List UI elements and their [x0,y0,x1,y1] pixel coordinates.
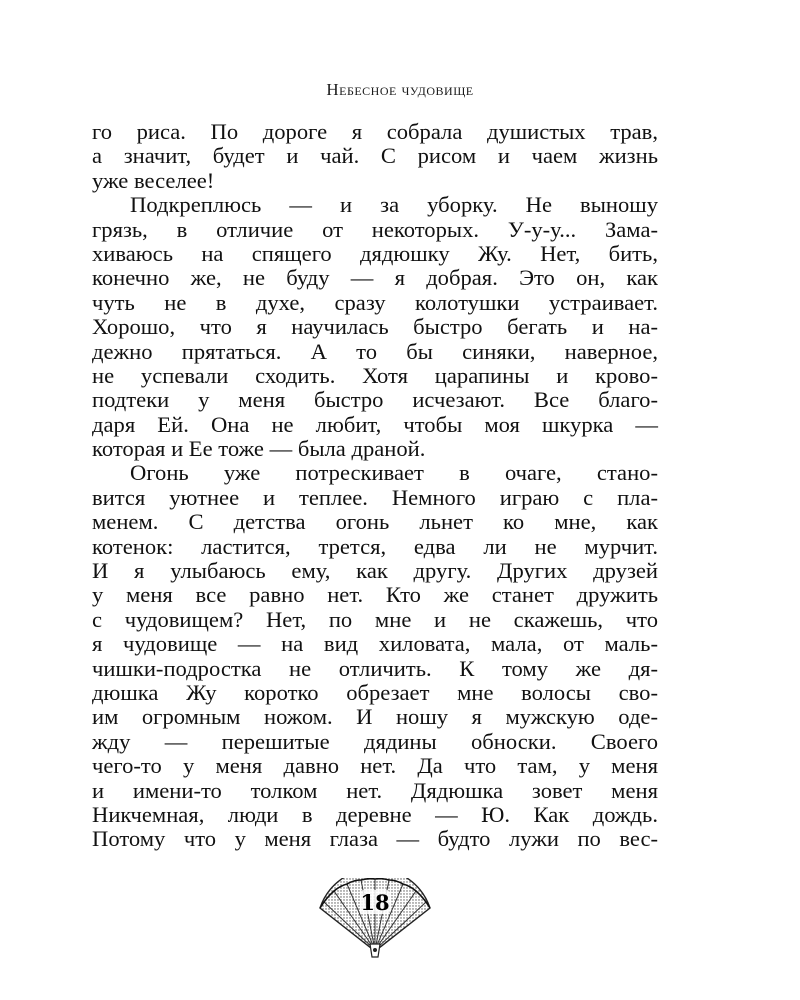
text-line: грязь, в отличие от некоторых. У-у-у... Зама- [92,216,658,242]
text-line: я чудовище — на вид хиловата, мала, от маль- [92,631,658,657]
text-line: чего-то у меня давно нет. Да что там, у меня [92,753,658,779]
text-line: даря Ей. Она не любит, чтобы моя шкурка — [92,411,658,437]
text-line: Никчемная, люди в деревне — Ю. Как дождь. [92,801,658,827]
text-line: уже веселее! [92,167,215,193]
text-line: не успевали сходить. Хотя царапины и крово- [92,362,658,388]
text-line: менем. С детства огонь льнет ко мне, как [92,509,658,535]
text-line: у меня все равно нет. Кто же станет дружить [92,582,658,608]
text-line: дежно прятаться. А то бы синяки, наверное, [92,338,658,364]
text-line: Потому что у меня глаза — будто лужи по вес- [92,826,658,852]
running-head: Небесное чудовище [326,80,474,99]
text-line: им огромным ножом. И ношу я мужскую оде- [92,704,658,730]
text-line: с чудовищем? Нет, по мне и не скажешь, что [92,606,658,632]
body-text [92,120,658,852]
text-line: и имени-то толком нет. Дядюшка зовет меня [92,777,658,803]
text-line: И я улыбаюсь ему, как другу. Других друзей [92,558,658,584]
text-line: Подкреплюсь — и за уборку. Не выношу [130,192,658,218]
text-line: а значит, будет и чай. С рисом и чаем жизнь [92,143,658,169]
text-line: жду — перешитые дядины обноски. Своего [92,728,658,754]
page-number: 18 [360,890,390,915]
text-line: чуть не в духе, сразу колотушки устраивает. [92,289,658,315]
text-line: подтеки у меня быстро исчезают. Все благо- [92,387,658,413]
text-line: конечно же, не буду — я добрая. Это он, как [92,265,658,291]
text-line: вится уютнее и теплее. Немного играю с пла- [92,484,658,510]
text-line: Огонь уже потрескивает в очаге, стано- [130,460,658,486]
text-line: го риса. По дороге я собрала душистых трав, [92,119,658,144]
text-line: Хорошо, что я научилась быстро бегать и на- [92,314,658,340]
text-line: хиваюсь на спящего дядюшку Жу. Нет, бить, [92,240,658,266]
text-line: чишки-подростка не отличить. К тому же дя- [92,655,658,681]
text-line: котенок: ластится, трется, едва ли не мурчит. [92,533,658,559]
text-line: которая и Ее тоже — была драной. [92,436,426,462]
page-number-ornament [316,878,434,958]
text-line: дюшка Жу коротко обрезает мне волосы сво- [92,679,658,705]
